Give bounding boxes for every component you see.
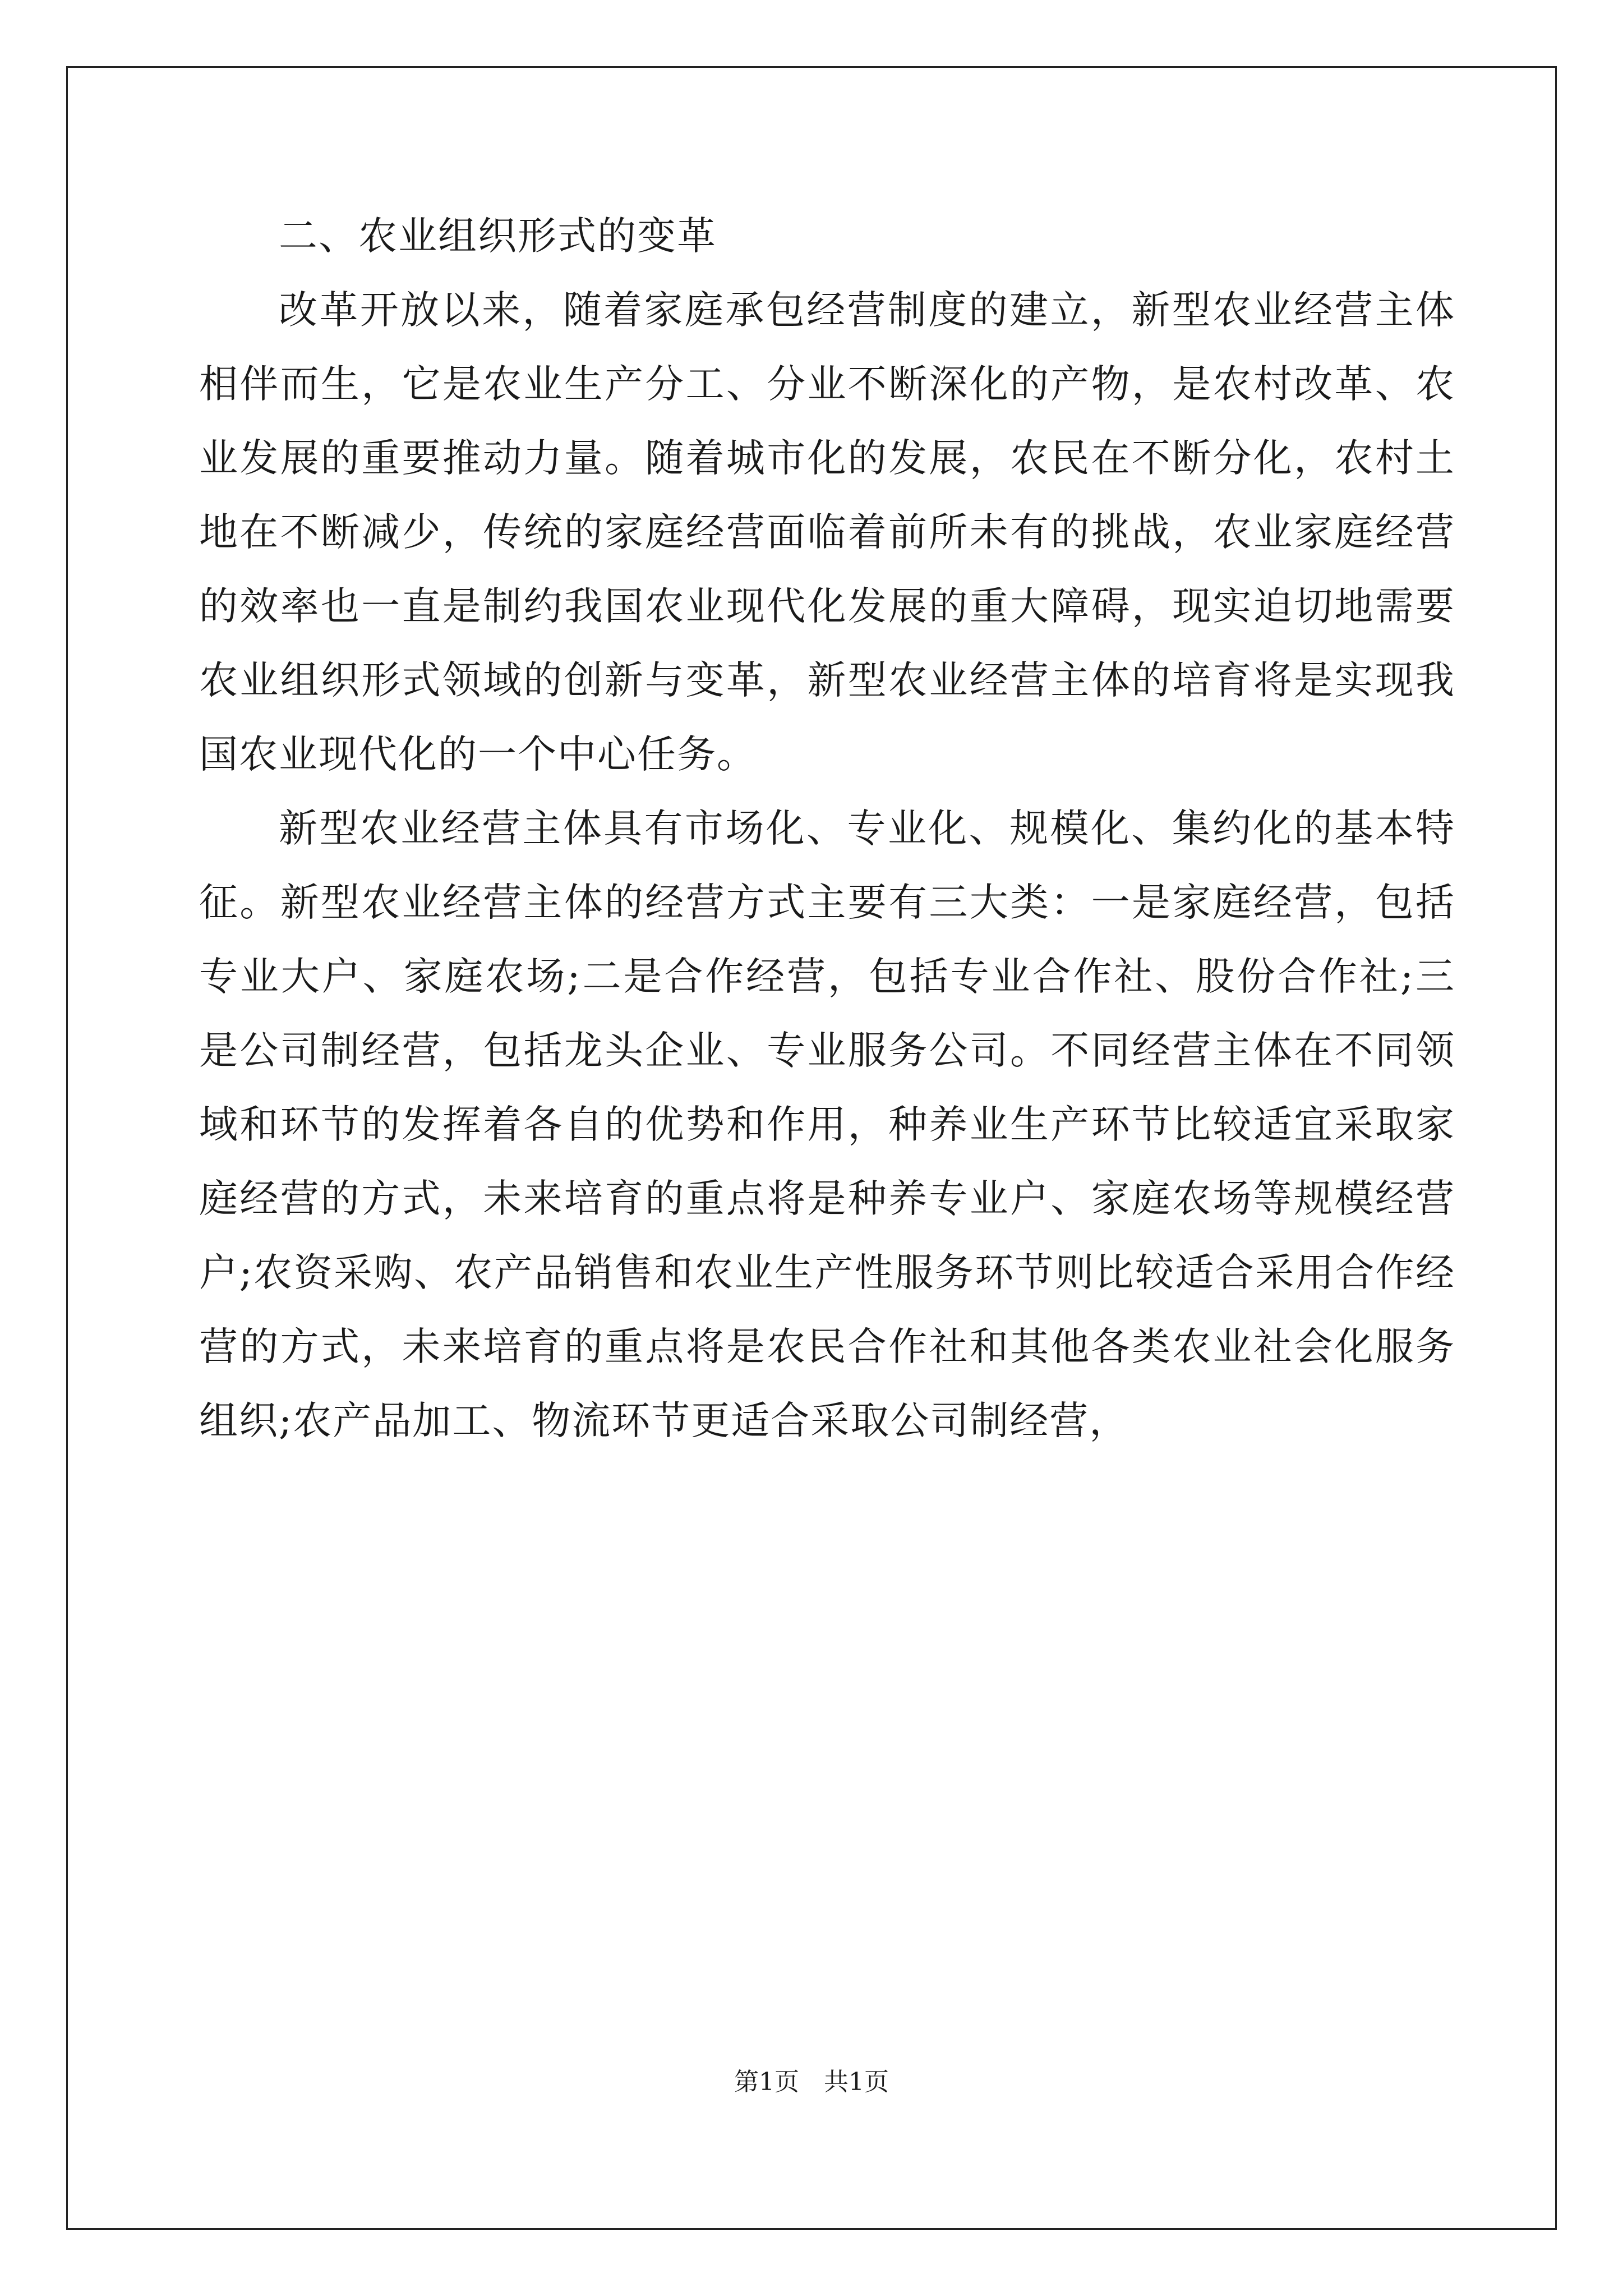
page-footer: 第1页 共1页 — [734, 2068, 889, 2096]
section-heading: 二、农业组织形式的变革 — [279, 214, 717, 259]
document-body — [199, 199, 1455, 1458]
paragraph-1: 改革开放以来，随着家庭承包经营制度的建立，新型农业经营主体相伴而生，它是农业生产分工、分业不断深化的产物，是农村改革、农业发展的重要推动力量。随着城市化的发展，农民在不断分化，农村土地在不断减少，传统的家庭经营面临着前所未有的挑战，农业家庭经营的效率也一直是制约我国农业现代化发展的重大障碍，现实迫切地需要农业组织形式领域的创新与变革，新型农业经营主体的培育将是实现我国农业现代化的一个中心任务。 — [199, 288, 1455, 777]
paragraph-2: 新型农业经营主体具有市场化、专业化、规模化、集约化的基本特征。新型农业经营主体的经营方式主要有三大类：一是家庭经营，包括专业大户、家庭农场;二是合作经营，包括专业合作社、股份合作社;三是公司制经营，包括龙头企业、专业服务公司。不同经营主体在不同领域和环节的发挥着各自的优势和作用，种养业生产环节比较适宜采取家庭经营的方式，未来培育的重点将是种养专业户、家庭农场等规模经营户;农资采购、农产品销售和农业生产性服务环节则比较适合采用合作经营的方式，未来培育的重点将是农民合作社和其他各类农业社会化服务组织;农产品加工、物流环节更适合采取公司制经营， — [199, 806, 1455, 1443]
